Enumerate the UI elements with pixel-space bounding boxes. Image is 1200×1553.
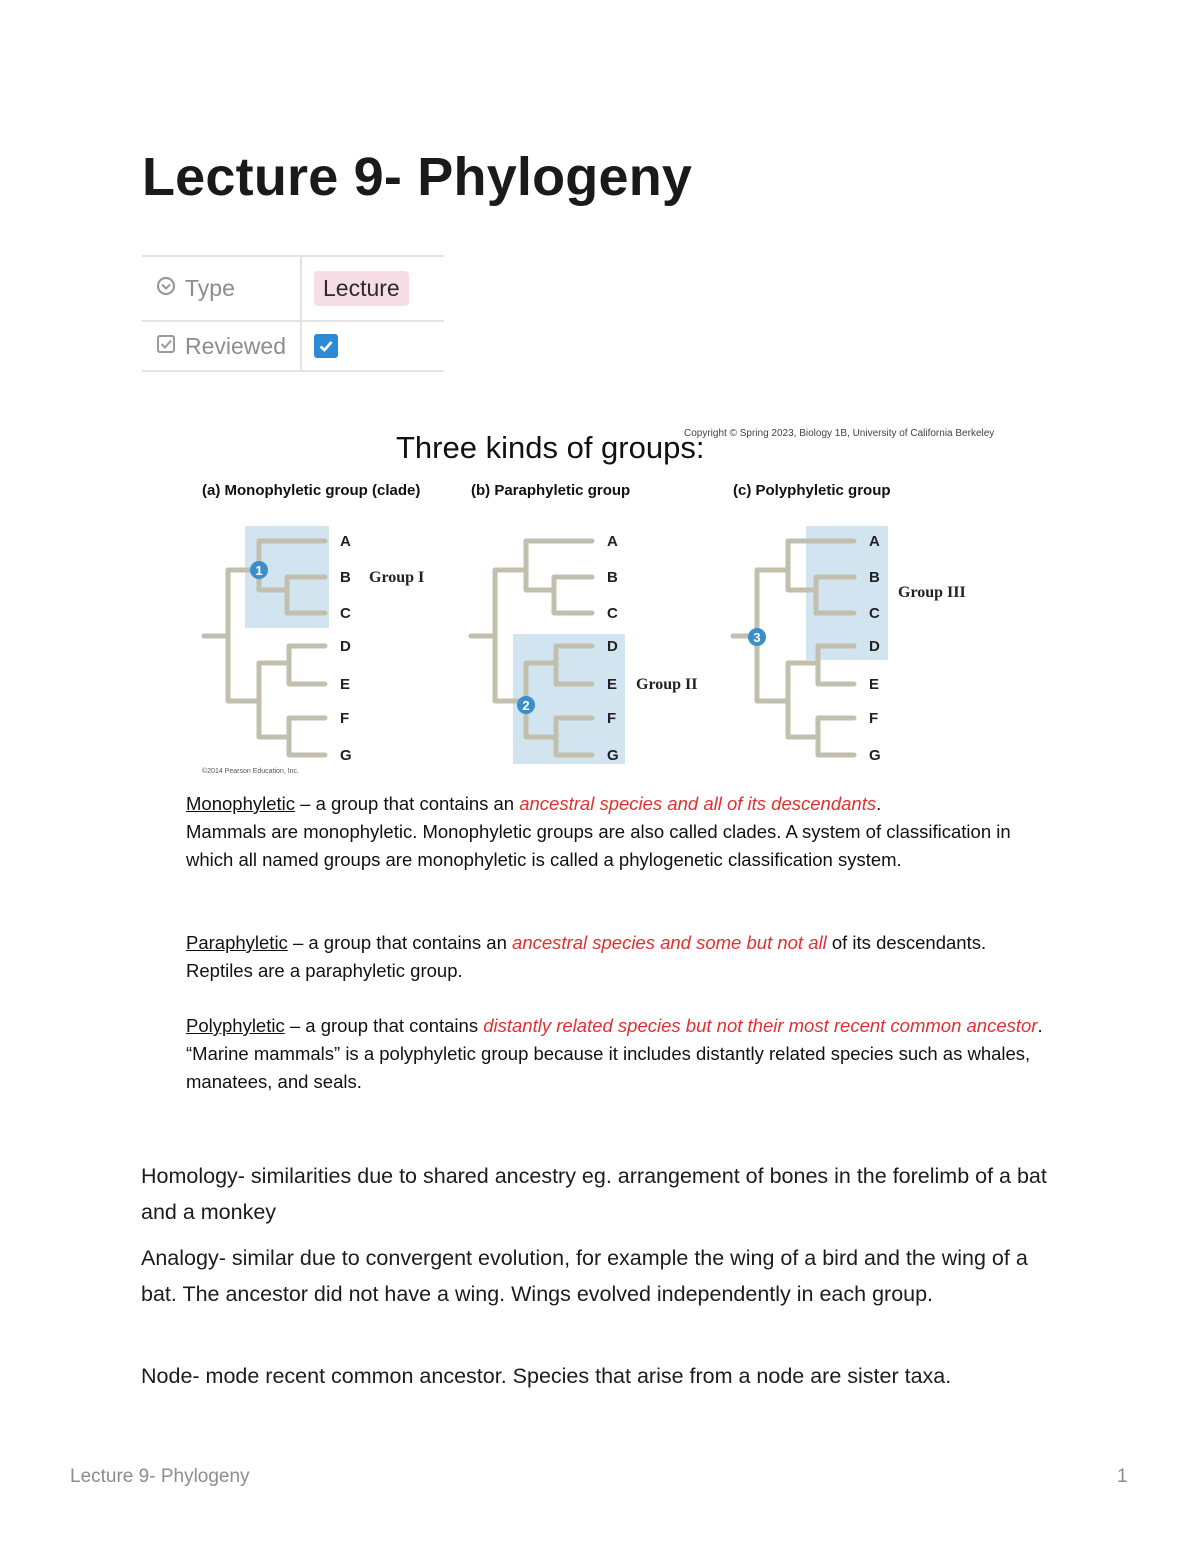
taxon-label: G — [340, 747, 352, 764]
definition-text: . — [876, 793, 882, 814]
property-value-type[interactable] — [302, 257, 444, 320]
checkbox-property-icon — [156, 333, 176, 360]
definition-paraphyletic — [186, 929, 1046, 985]
definition-text: – a group that contains an — [287, 932, 513, 953]
definition-highlight: ancestral species and all of its descendants — [519, 793, 877, 814]
group-label: Group I — [369, 569, 425, 586]
taxon-label: G — [607, 747, 619, 764]
panel-label-monophyletic: (a) Monophyletic group (clade) — [202, 482, 421, 499]
analogy-paragraph: Analogy- similar due to convergent evolution, for example the wing of a bird and the wing of a bat. The ancestor did not have a wing. Wings evolved independently in each group. — [141, 1246, 1028, 1306]
tree-monophyletic — [202, 526, 424, 775]
properties-table — [142, 255, 444, 372]
tree-paraphyletic — [471, 533, 698, 764]
node-number: 3 — [753, 630, 761, 645]
panel-label-paraphyletic: (b) Paraphyletic group — [471, 482, 631, 499]
footer-title: Lecture 9- Phylogeny — [70, 1466, 250, 1487]
panel-label-polyphyletic: (c) Polyphyletic group — [733, 482, 891, 499]
phylogeny-figure — [180, 420, 1043, 1110]
phylogenetic-trees — [180, 500, 1040, 775]
definition-highlight: distantly related species but not their most recent common ancestor — [483, 1015, 1038, 1036]
reviewed-checkbox[interactable] — [314, 334, 338, 358]
taxon-label: E — [340, 676, 351, 693]
taxon-label: C — [869, 605, 880, 622]
taxon-label: E — [607, 676, 618, 693]
taxon-label: B — [340, 569, 351, 586]
taxon-label: F — [340, 710, 350, 727]
taxon-label: F — [869, 710, 879, 727]
taxon-label: D — [869, 638, 880, 655]
taxon-label: D — [607, 638, 618, 655]
taxon-label: B — [869, 569, 880, 586]
definition-term: Paraphyletic — [186, 932, 288, 953]
type-tag[interactable]: Lecture — [314, 271, 409, 306]
group-label: Group III — [898, 584, 966, 601]
page-title: Lecture 9- Phylogeny — [142, 147, 693, 207]
taxon-label: A — [607, 533, 618, 550]
taxon-label: B — [607, 569, 618, 586]
definition-term: Polyphyletic — [186, 1015, 285, 1036]
node-number: 2 — [522, 698, 530, 713]
taxon-label: E — [869, 676, 880, 693]
property-key-type — [142, 257, 302, 320]
taxon-label: A — [869, 533, 880, 550]
definition-monophyletic — [186, 790, 1046, 874]
figure-copyright: Copyright © Spring 2023, Biology 1B, University of California Berkeley — [684, 428, 995, 439]
taxon-label: F — [607, 710, 617, 727]
figure-title: Three kinds of groups: — [396, 430, 705, 465]
definition-text: . “Marine mammals” is a polyphyletic group because it includes distantly related species such as whales, manatees, and seals. — [186, 1015, 1043, 1092]
property-row-type — [142, 257, 444, 322]
reviewed-label: Reviewed — [185, 332, 286, 359]
group-label: Group II — [636, 676, 698, 693]
select-icon — [156, 275, 176, 302]
definition-highlight: ancestral species and some but not all — [512, 932, 827, 953]
definition-text: – a group that contains an — [295, 793, 520, 814]
definition-text: – a group that contains — [284, 1015, 484, 1036]
property-key-reviewed — [142, 322, 302, 370]
node-number: 1 — [255, 563, 263, 578]
definition-text: Mammals are monophyletic. Monophyletic groups are also called clades. A system of classification in which all named groups are monophyletic is called a phylogenetic classification system. — [186, 821, 1011, 870]
property-value-reviewed[interactable] — [302, 322, 444, 370]
taxon-label: A — [340, 533, 351, 550]
page-number: 1 — [1117, 1466, 1128, 1487]
taxon-label: G — [869, 747, 881, 764]
check-icon — [317, 337, 335, 355]
definition-text: of its descendants. Reptiles are a paraphyletic group. — [186, 932, 987, 981]
taxon-label: C — [340, 605, 351, 622]
definition-term: Monophyletic — [186, 793, 296, 814]
property-row-reviewed — [142, 322, 444, 372]
taxon-label: D — [340, 638, 351, 655]
node-paragraph: Node- mode recent common ancestor. Species that arise from a node are sister taxa. — [141, 1364, 952, 1388]
taxon-label: C — [607, 605, 618, 622]
definition-polyphyletic — [186, 1012, 1046, 1096]
type-label: Type — [185, 275, 235, 301]
tree-polyphyletic — [733, 526, 966, 764]
homology-paragraph: Homology- similarities due to shared ancestry eg. arrangement of bones in the forelimb of a bat and a monkey — [141, 1164, 1047, 1224]
pearson-credit: ©2014 Pearson Education, Inc. — [202, 768, 299, 775]
